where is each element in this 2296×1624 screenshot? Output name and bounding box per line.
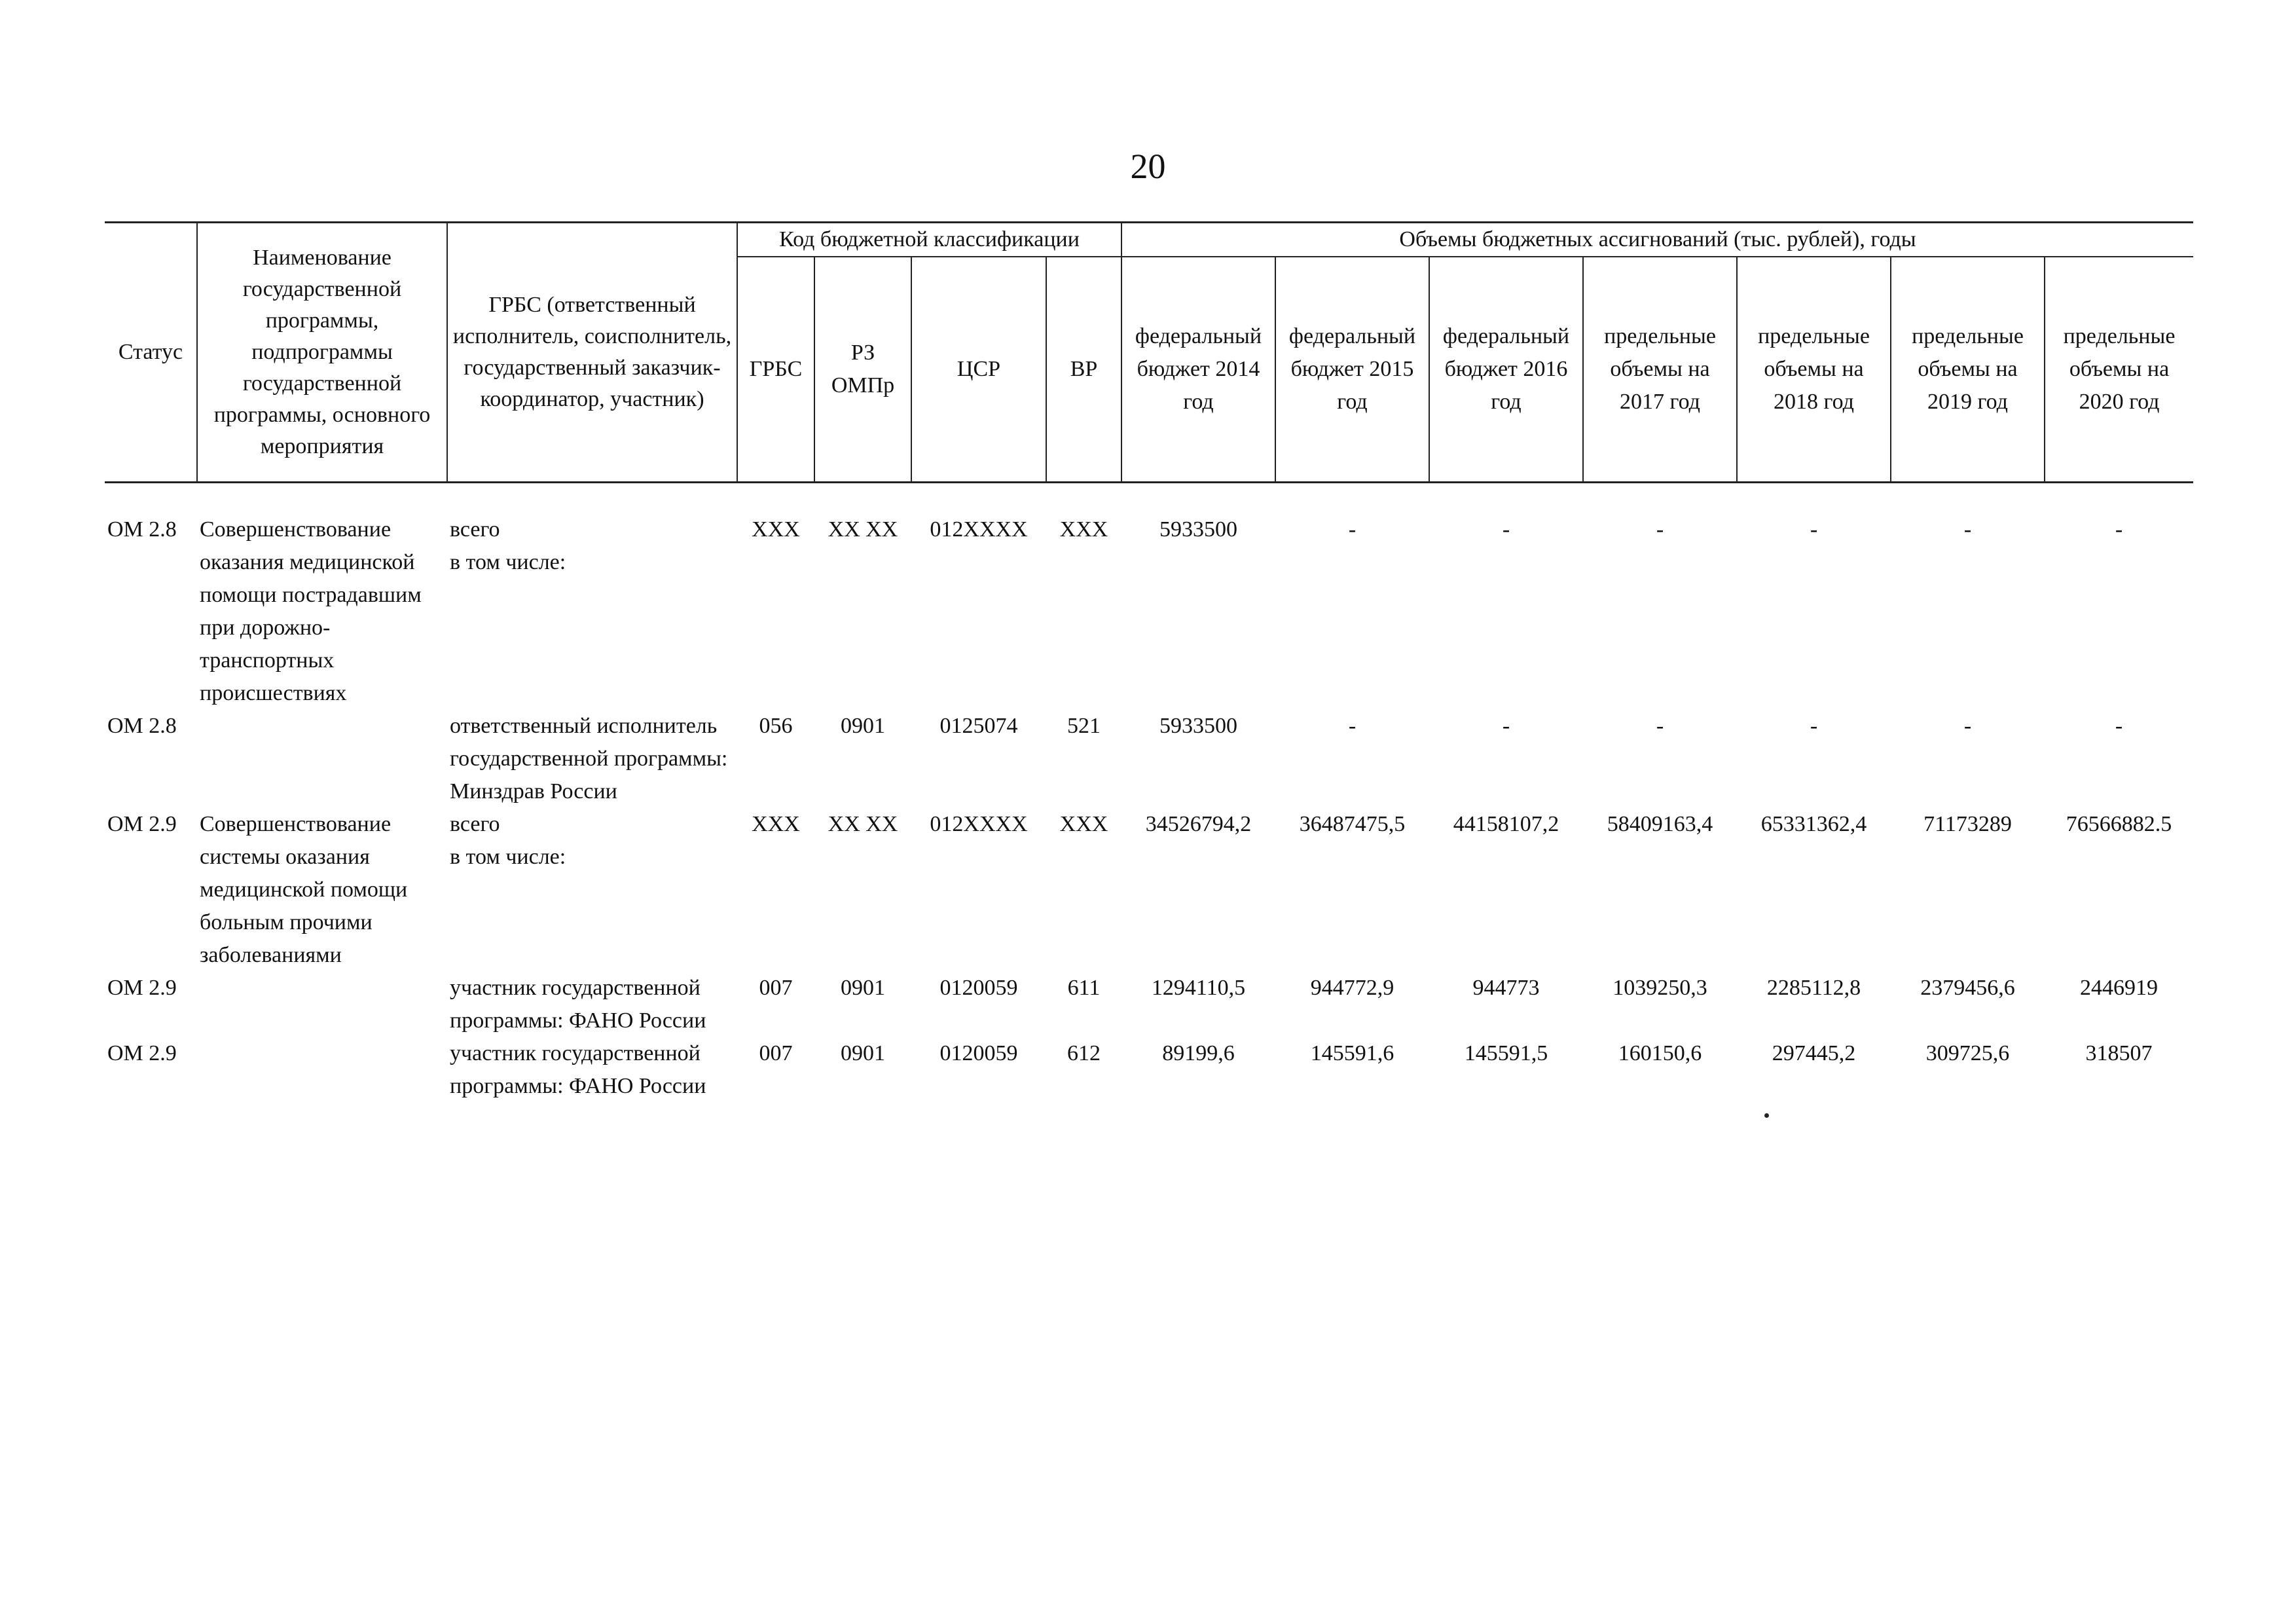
header-rz-ompr: РЗ ОМПр xyxy=(814,257,911,483)
row-value-2020: - xyxy=(2115,517,2123,542)
row-value-2017: 160150,6 xyxy=(1618,1041,1702,1065)
row-rz: 0901 xyxy=(841,976,885,1000)
row-value-2018: - xyxy=(1810,714,1818,738)
row-name xyxy=(197,1037,447,1103)
header-year-2018: предельные объемы на 2018 год xyxy=(1737,257,1891,483)
row-value-2016: 944773 xyxy=(1472,976,1540,1000)
row-value-2014: 1294110,5 xyxy=(1151,976,1246,1000)
row-csr: 012XXXX xyxy=(930,517,1028,542)
scan-dot-mark xyxy=(1764,1113,1769,1118)
row-value-2018: 2285112,8 xyxy=(1766,976,1861,1000)
row-value-2020: 318507 xyxy=(2085,1041,2153,1065)
row-name: Совершенствование системы оказания медицинской помощи больным прочими заболеваниями xyxy=(200,812,408,967)
row-rz: 0901 xyxy=(841,714,885,738)
header-budget-volume-group: Объемы бюджетных ассигнований (тыс. рублей), годы xyxy=(1121,223,2193,257)
header-budget-code-group: Код бюджетной классификации xyxy=(737,223,1121,257)
row-value-2019: 309725,6 xyxy=(1925,1041,2010,1065)
row-value-2018: - xyxy=(1810,517,1818,542)
row-value-2019: - xyxy=(1963,714,1972,738)
row-vr: 612 xyxy=(1067,1041,1101,1065)
row-csr: 0120059 xyxy=(939,1041,1018,1065)
row-value-2019: 71173289 xyxy=(1923,812,2012,836)
header-year-2017: предельные объемы на 2017 год xyxy=(1583,257,1737,483)
row-value-2015: 145591,6 xyxy=(1310,1041,1394,1065)
row-executor: всего в том числе: xyxy=(450,812,566,869)
row-value-2019: - xyxy=(1963,517,1972,542)
header-name: Наименование государственной программы, подпрограммы государственной программы, основного мероприятия xyxy=(197,223,447,483)
row-value-2014: 34526794,2 xyxy=(1145,812,1252,836)
row-vr: XXX xyxy=(1059,517,1108,542)
row-vr: 611 xyxy=(1067,976,1101,1000)
row-vr: 521 xyxy=(1067,714,1101,738)
row-csr: 0125074 xyxy=(939,714,1018,738)
row-status: ОМ 2.9 xyxy=(107,1041,177,1065)
row-status: ОМ 2.9 xyxy=(107,976,177,1000)
row-name xyxy=(197,972,447,1037)
row-grbs: XXX xyxy=(752,812,800,836)
row-value-2014: 5933500 xyxy=(1159,714,1238,738)
row-csr: 012XXXX xyxy=(930,812,1028,836)
row-value-2015: 944772,9 xyxy=(1310,976,1394,1000)
row-csr: 0120059 xyxy=(939,976,1018,1000)
header-csr: ЦСР xyxy=(911,257,1046,483)
table-row xyxy=(105,972,2193,1037)
row-value-2015: - xyxy=(1348,517,1357,542)
row-rz: XX XX xyxy=(828,812,898,836)
row-value-2020: - xyxy=(2115,714,2123,738)
row-value-2014: 5933500 xyxy=(1159,517,1238,542)
row-rz: 0901 xyxy=(841,1041,885,1065)
row-executor: участник государственной программы: ФАНО России xyxy=(450,976,706,1033)
row-name xyxy=(197,710,447,808)
row-name: Совершенствование оказания медицинской помощи пострадавшим при дорожно-транспортных происшествиях xyxy=(200,517,422,705)
header-year-2015: федеральный бюджет 2015 год xyxy=(1275,257,1429,483)
row-value-2015: - xyxy=(1348,714,1357,738)
row-value-2016: - xyxy=(1502,714,1510,738)
header-grbs: ГРБС xyxy=(737,257,814,483)
row-value-2014: 89199,6 xyxy=(1162,1041,1235,1065)
row-grbs: XXX xyxy=(752,517,800,542)
row-value-2016: 44158107,2 xyxy=(1453,812,1559,836)
row-executor: участник государственной программы: ФАНО России xyxy=(450,1041,706,1098)
row-value-2017: - xyxy=(1656,714,1664,738)
row-value-2016: - xyxy=(1502,517,1510,542)
header-status: Статус xyxy=(105,223,197,483)
header-year-2020: предельные объемы на 2020 год xyxy=(2045,257,2193,483)
row-vr: XXX xyxy=(1059,812,1108,836)
row-value-2017: - xyxy=(1656,517,1664,542)
header-year-2019: предельные объемы на 2019 год xyxy=(1891,257,2045,483)
row-status: ОМ 2.8 xyxy=(107,714,177,738)
row-value-2015: 36487475,5 xyxy=(1299,812,1406,836)
header-vr: ВР xyxy=(1046,257,1121,483)
row-value-2017: 58409163,4 xyxy=(1607,812,1713,836)
row-value-2020: 76566882.5 xyxy=(2066,812,2172,836)
budget-table xyxy=(105,221,2193,1103)
header-year-2014: федеральный бюджет 2014 год xyxy=(1121,257,1275,483)
row-executor: ответственный исполнитель государственной программы: Минздрав России xyxy=(450,714,728,803)
row-grbs: 007 xyxy=(759,976,793,1000)
row-status: ОМ 2.9 xyxy=(107,812,177,836)
table-row xyxy=(105,1037,2193,1103)
table-row xyxy=(105,710,2193,808)
row-rz: XX XX xyxy=(828,517,898,542)
table-row xyxy=(105,513,2193,710)
row-value-2018: 297445,2 xyxy=(1772,1041,1856,1065)
row-value-2018: 65331362,4 xyxy=(1760,812,1867,836)
header-year-2016: федеральный бюджет 2016 год xyxy=(1429,257,1583,483)
row-executor: всего в том числе: xyxy=(450,517,566,574)
row-status: ОМ 2.8 xyxy=(107,517,177,542)
row-value-2020: 2446919 xyxy=(2080,976,2159,1000)
row-value-2016: 145591,5 xyxy=(1464,1041,1548,1065)
row-grbs: 056 xyxy=(759,714,793,738)
page-number: 20 xyxy=(1130,147,1166,186)
table-row xyxy=(105,808,2193,972)
row-value-2019: 2379456,6 xyxy=(1920,976,2015,1000)
header-grbs-executor: ГРБС (ответственный исполнитель, соисполнитель, государственный заказчик-координатор, участник) xyxy=(447,223,737,483)
row-value-2017: 1039250,3 xyxy=(1613,976,1707,1000)
row-grbs: 007 xyxy=(759,1041,793,1065)
